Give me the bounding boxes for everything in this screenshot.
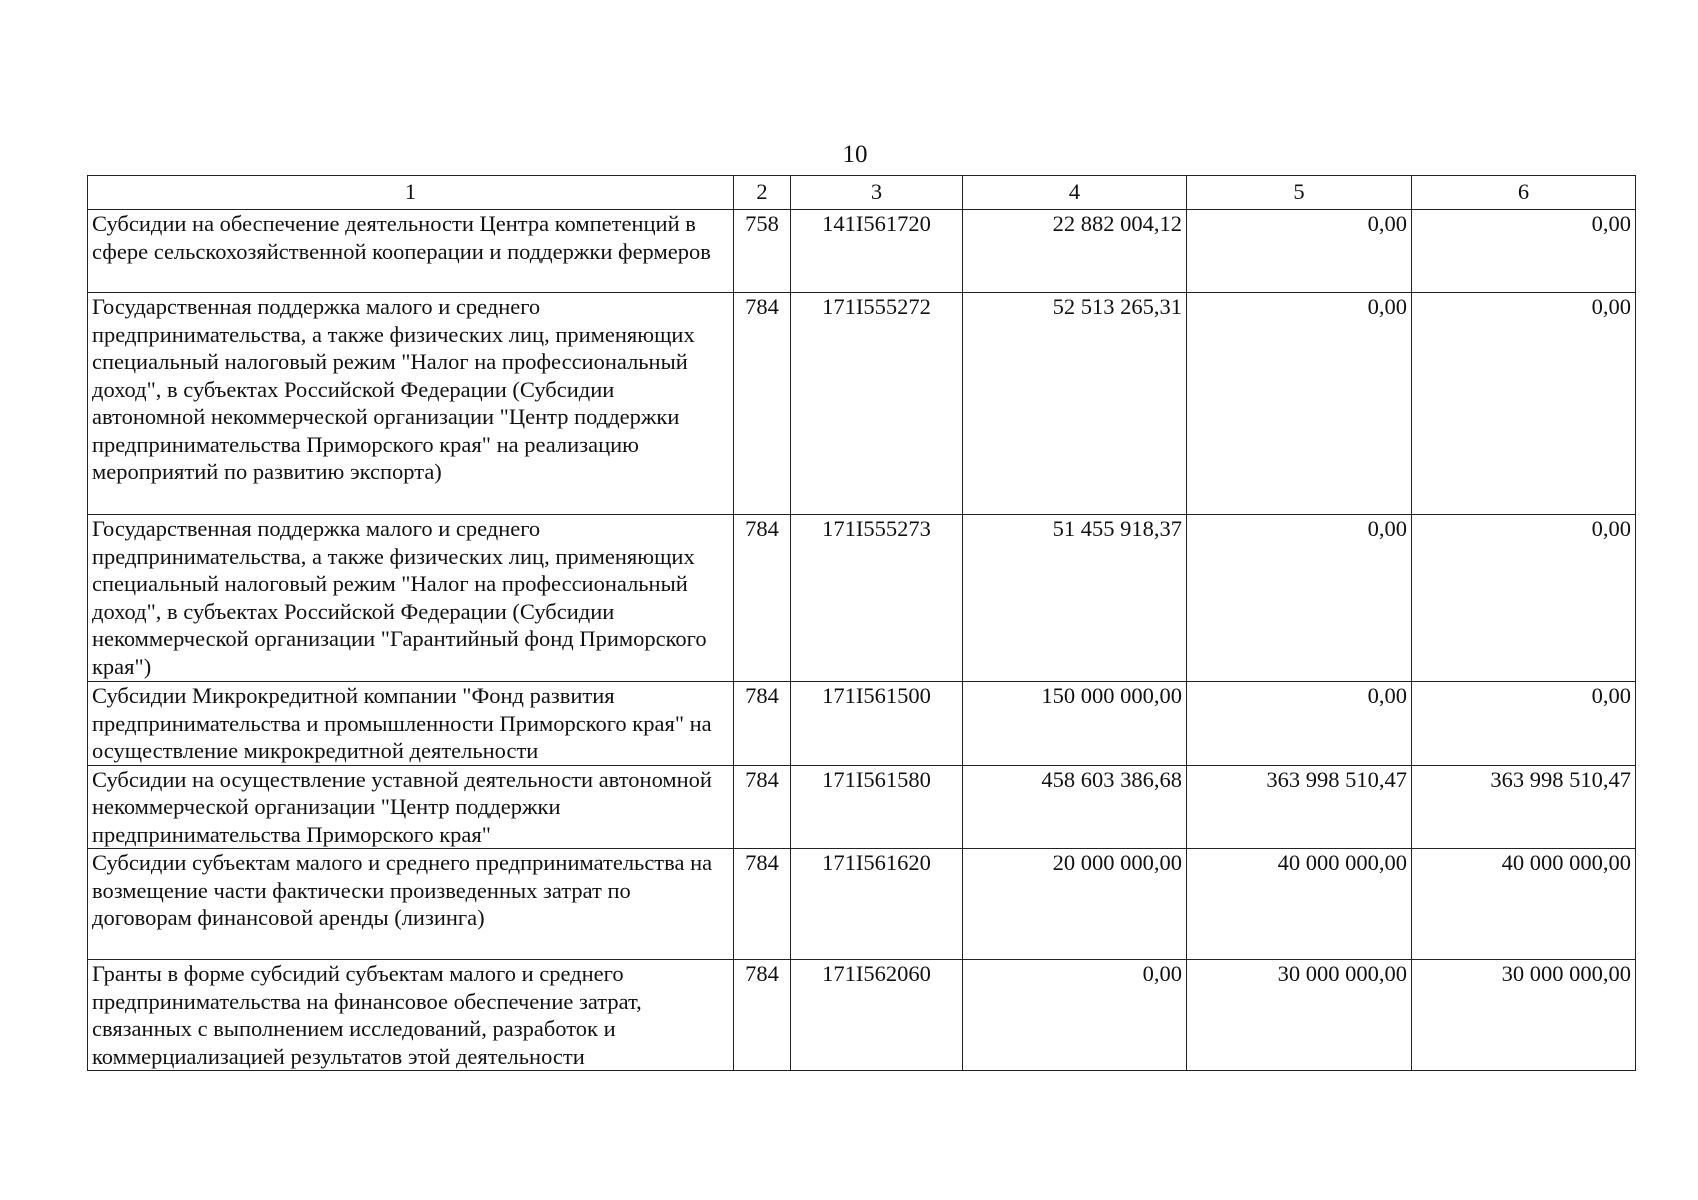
row-amount-cell: 150 000 000,00 (963, 682, 1187, 766)
row-target-cell: 171I555272 (791, 293, 963, 515)
page-number: 10 (842, 141, 868, 168)
row-code-cell: 784 (734, 765, 791, 849)
row-amount-cell: 20 000 000,00 (963, 849, 1187, 960)
row-target-cell: 171I561620 (791, 849, 963, 960)
row-amount-cell: 22 882 004,12 (963, 210, 1187, 293)
row-amount-cell: 40 000 000,00 (1412, 849, 1636, 960)
budget-table (87, 175, 1636, 1071)
row-name-cell: Субсидии субъектам малого и среднего предпринимательства на возмещение части фактически произведенных затрат по договорам финансовой аренды (лизинга) (88, 849, 734, 960)
row-name-cell: Гранты в форме субсидий субъектам малого и среднего предпринимательства на финансовое обеспечение затрат, связанных с выполнением исследований, разработок и коммерциализацией результатов этой деятельности (88, 960, 734, 1071)
column-header: 5 (1187, 176, 1412, 210)
table-row (88, 293, 1636, 515)
row-amount-cell: 0,00 (1412, 210, 1636, 293)
row-amount-cell: 0,00 (1412, 515, 1636, 682)
row-name-cell: Государственная поддержка малого и среднего предпринимательства, а также физических лиц, применяющих специальный налоговый режим "Налог на профессиональный доход", в субъектах Российской Федерации (Субсидии некоммерческой организации "Гарантийный фонд Приморского края") (88, 515, 734, 682)
row-target-cell: 171I562060 (791, 960, 963, 1071)
header-row (88, 176, 1636, 210)
row-code-cell: 784 (734, 515, 791, 682)
row-amount-cell: 30 000 000,00 (1187, 960, 1412, 1071)
row-amount-cell: 0,00 (1412, 293, 1636, 515)
row-code-cell: 784 (734, 849, 791, 960)
table-row (88, 515, 1636, 682)
row-name-cell: Субсидии на осуществление уставной деятельности автономной некоммерческой организации "Центр поддержки предпринимательства Приморского края" (88, 765, 734, 849)
row-amount-cell: 0,00 (1412, 682, 1636, 766)
row-name-cell: Субсидии на обеспечение деятельности Центра компетенций в сфере сельскохозяйственной кооперации и поддержки фермеров (88, 210, 734, 293)
row-amount-cell: 363 998 510,47 (1187, 765, 1412, 849)
row-code-cell: 784 (734, 682, 791, 766)
row-target-cell: 171I555273 (791, 515, 963, 682)
table-row (88, 765, 1636, 849)
table-row (88, 960, 1636, 1071)
row-amount-cell: 30 000 000,00 (1412, 960, 1636, 1071)
column-header: 3 (791, 176, 963, 210)
table-row (88, 210, 1636, 293)
row-amount-cell: 0,00 (1187, 682, 1412, 766)
row-amount-cell: 40 000 000,00 (1187, 849, 1412, 960)
row-code-cell: 784 (734, 293, 791, 515)
row-code-cell: 784 (734, 960, 791, 1071)
column-header: 1 (88, 176, 734, 210)
row-amount-cell: 52 513 265,31 (963, 293, 1187, 515)
row-name-cell: Государственная поддержка малого и среднего предпринимательства, а также физических лиц, применяющих специальный налоговый режим "Налог на профессиональный доход", в субъектах Российской Федерации (Субсидии автономной некоммерческой организации "Центр поддержки предпринимательства Приморского края" на реализацию мероприятий по развитию экспорта) (88, 293, 734, 515)
column-header: 2 (734, 176, 791, 210)
column-header: 4 (963, 176, 1187, 210)
row-amount-cell: 0,00 (1187, 515, 1412, 682)
row-amount-cell: 0,00 (1187, 210, 1412, 293)
row-target-cell: 171I561580 (791, 765, 963, 849)
column-header: 6 (1412, 176, 1636, 210)
row-amount-cell: 51 455 918,37 (963, 515, 1187, 682)
row-target-cell: 171I561500 (791, 682, 963, 766)
row-code-cell: 758 (734, 210, 791, 293)
row-name-cell: Субсидии Микрокредитной компании "Фонд развития предпринимательства и промышленности Приморского края" на осуществление микрокредитной деятельности (88, 682, 734, 766)
row-target-cell: 141I561720 (791, 210, 963, 293)
row-amount-cell: 458 603 386,68 (963, 765, 1187, 849)
table-row (88, 849, 1636, 960)
row-amount-cell: 0,00 (963, 960, 1187, 1071)
row-amount-cell: 0,00 (1187, 293, 1412, 515)
table-row (88, 682, 1636, 766)
row-amount-cell: 363 998 510,47 (1412, 765, 1636, 849)
